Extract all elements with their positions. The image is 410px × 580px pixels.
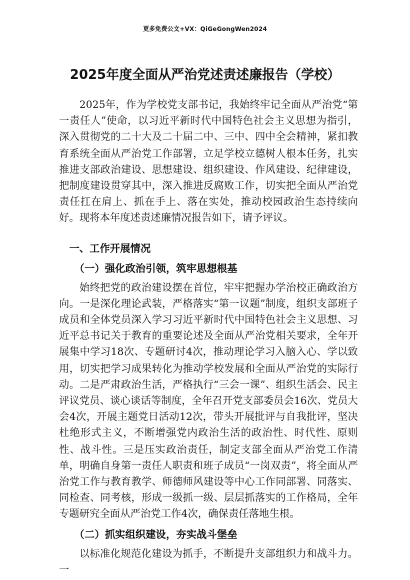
page-header: 更多免费公文+VX：QiGeGongWen2024 [142,26,267,33]
intro-paragraph: 2025年，作为学校党支部书记，我始终牢记全面从严治党“第一责任人”使命，以习近平新时代中国特色社会主义思想为指引，深入贯彻党的二十大及二十届二中、三中、四中全会精神，紧扣教育系统全面从严治党工作部署，立足学校立德树人根本任务，扎实推进支部政治建设、思想建设、组织建设、作风建设、纪律建设，把制度建设贯穿其中，深入推进反腐败工作，切实把全面从严治党责任扛在肩上、抓在手上、落在实处，推动校园政治生态持续向好。现将本年度述责述廉情况报告如下，请予评议。 [59,100,358,225]
body-paragraph: 以标准化规范化建设为抓手，不断提升支部组织力和战斗力。一 [59,548,358,576]
subsection-heading: （二）抓实组织建设，夯实战斗堡垒 [74,529,238,541]
document-title: 2025年度全面从严治党述责述廉报告（学校） [69,68,341,83]
section-heading: 一、工作开展情况 [69,243,151,255]
body-paragraph: 始终把党的政治建设摆在首位，牢牢把握办学治校正确政治方向。一是深化理论武装，严格落实“第一议题”制度，组织支部班子成员和全体党员深入学习习近平新时代中国特色社会主义思想、习近平总书记关于教育的重要论述及全面从严治党相关要求，全年开展集中学习18次、专题研讨4次，推动理论学习入脑入心、学以致用，切实把学习成果转化为推动学校发展和全面从严治党的实际行动。二是严肃政治生活，严格执行“三会一课”、组织生活会、民主评议党员、谈心谈话等制度，全年召开党支部委员会16次、党员大会4次，开展主题党日活动12次，带头开展批评与自我批评，坚决杜绝形式主义，不断增强党内政治生活的政治性、时代性、原则性、战斗性。三是压实政治责任，制定支部全面从严治党工作清单，明确自身第一责任人职责和班子成员“一岗双责”，将全面从严治党工作与教育教学、师德师风建设等中心工作同部署、同落实、同检查、同考核，形成一级抓一级、层层抓落实的工作格局，全年专题研究全面从严治党工作4次，确保责任落地生根。 [59,282,358,521]
subsection-heading: （一）强化政治引领，筑牢思想根基 [74,263,238,275]
document-body [59,98,358,579]
